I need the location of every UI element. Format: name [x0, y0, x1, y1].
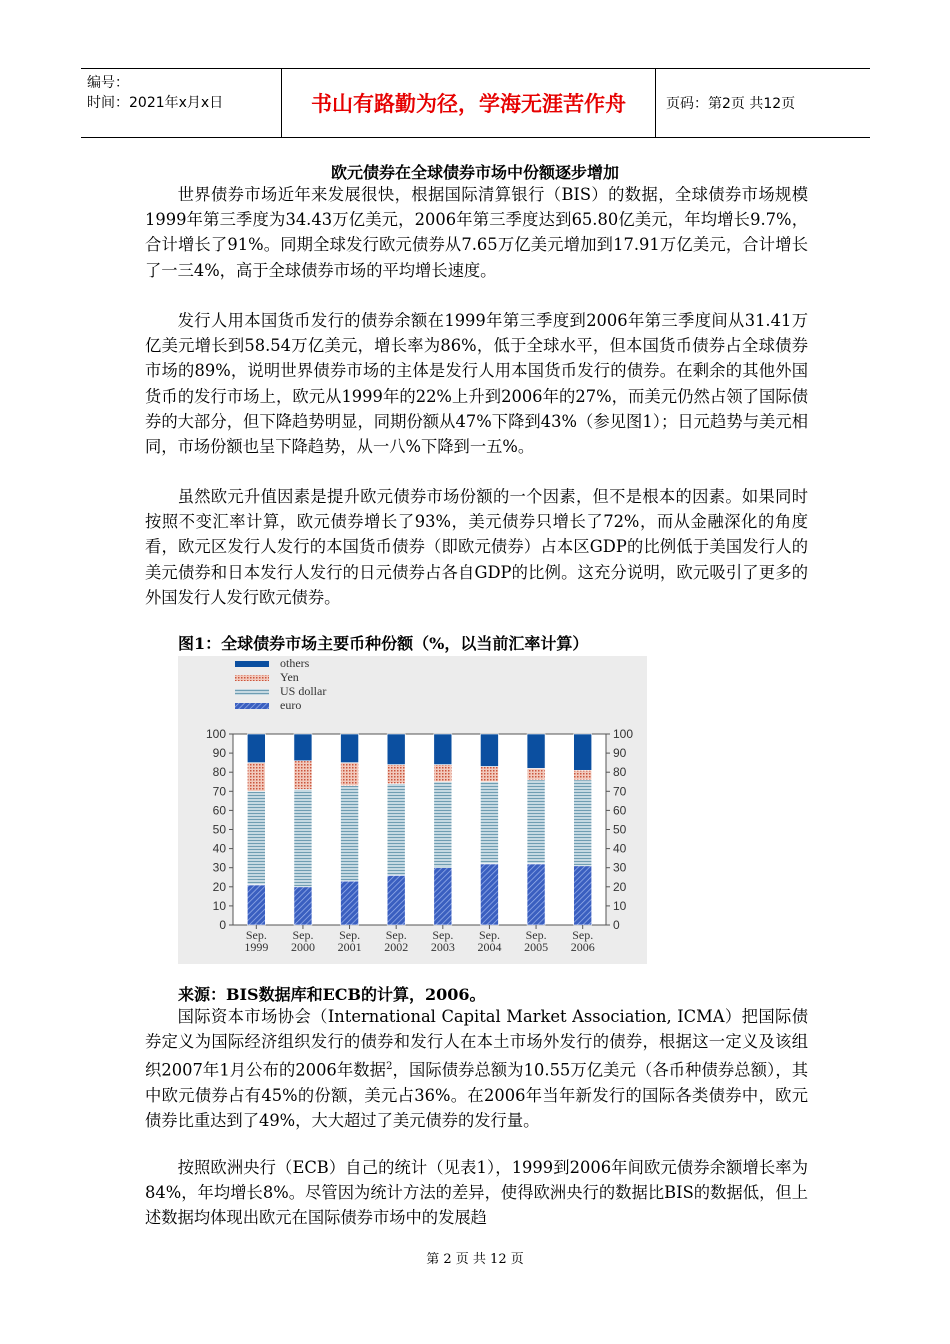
bar-us-dollar [294, 789, 312, 886]
figure-source: 来源：BIS数据库和ECB的计算，2006。 [178, 985, 486, 1004]
x-tick-label: 2001 [337, 940, 362, 954]
x-tick-label: Sep. [478, 928, 500, 942]
bar-yen [341, 763, 359, 786]
y-tick-label-right: 90 [613, 746, 627, 761]
y-tick-label-left: 20 [212, 879, 226, 894]
x-tick-label: Sep. [385, 928, 407, 942]
bar-us-dollar [247, 791, 265, 885]
y-tick-label-right: 80 [613, 765, 627, 780]
header-meta [81, 69, 282, 137]
document-title: 欧元债券在全球债券市场中份额逐步增加 [330, 163, 619, 182]
paragraph-4-text-a: 国际资本市场协会（International Capital Market Association, ICMA）把国际债券定义为国际经济组织发行的债券和发行人在本土市场外发行的债券，根据这一定义及该组织2007年1月公布的2006年数据 [145, 1007, 808, 1080]
paragraph-3: 虽然欧元升值因素是提升欧元债券市场份额的一个因素，但不是根本的因素。如果同时按照不变汇率计算，欧元债券增长了93%，美元债券只增长了72%，而从金融深化的角度看，欧元区发行人发行的本国货币债券（即欧元债券）占本区GDP的比例低于美国发行人的美元债券和日本发行人发行的日元债券占各自GDP的比例。这充分说明，欧元吸引了更多的外国发行人发行欧元债券。 [145, 487, 808, 607]
bar-us-dollar [574, 780, 592, 866]
paragraph-4-text-b: ，国际债券总额为10.55万亿美元（各币种债券总额），其中欧元债券占有45%的份额，美元占36%。在2006年当年新发行的国际各类债券中，欧元债券比重达到了49%，大大超过了美元债券的发行量。 [145, 1060, 809, 1131]
document-header [81, 68, 870, 138]
y-tick-label-right: 70 [613, 784, 627, 799]
y-tick-label-right: 30 [613, 860, 627, 875]
bar-euro [294, 887, 312, 925]
x-tick-label: 2002 [384, 940, 409, 954]
y-tick-label-right: 40 [613, 841, 627, 856]
y-tick-label-right: 20 [613, 879, 627, 894]
y-tick-label-left: 10 [212, 898, 226, 913]
x-tick-label: Sep. [245, 928, 267, 942]
paragraph-5: 按照欧洲央行（ECB）自己的统计（见表1），1999到2006年间欧元债券余额增长率为84%，年均增长8%。尽管因为统计方法的差异，使得欧洲央行的数据比BIS的数据低，但上述数据均体现出欧元在国际债券市场中的发展趋 [145, 1158, 808, 1228]
y-tick-label-left: 100 [205, 727, 226, 741]
y-tick-label-left: 0 [219, 918, 226, 932]
y-tick-label-left: 30 [212, 860, 226, 875]
header-motto: 书山有路勤为径，学海无涯苦作舟 [282, 69, 656, 137]
y-tick-label-right: 50 [613, 822, 627, 837]
y-tick-label-right: 10 [613, 898, 627, 913]
legend-label: Yen [280, 670, 299, 684]
date-label: 时间：2021年x月x日 [87, 95, 224, 111]
bar-others [387, 734, 405, 765]
header-page-info: 页码：第2页 共12页 [666, 96, 796, 112]
bar-others [247, 734, 265, 763]
y-tick-label-left: 60 [212, 803, 226, 818]
footnote-ref: 2 [386, 1061, 393, 1073]
plot-area [233, 734, 606, 925]
legend-label: US dollar [280, 684, 327, 698]
bar-us-dollar [480, 782, 498, 864]
y-tick-label-left: 40 [212, 841, 226, 856]
paragraph-4 [145, 1004, 808, 1133]
x-tick-label: Sep. [525, 928, 547, 942]
page-footer: 第 2 页 共 12 页 [426, 1252, 524, 1267]
x-tick-label: 2006 [570, 940, 595, 954]
x-tick-label: 1999 [244, 940, 269, 954]
legend-label: euro [280, 698, 302, 712]
y-tick-label-right: 100 [613, 727, 634, 741]
y-tick-label-left: 80 [212, 765, 226, 780]
figure-caption: 图1：全球债券市场主要币种份额（%，以当前汇率计算） [178, 634, 589, 653]
x-tick-label: Sep. [339, 928, 361, 942]
bar-others [574, 734, 592, 770]
x-tick-label: 2004 [477, 940, 502, 954]
bar-us-dollar [341, 786, 359, 882]
bond-share-chart [178, 656, 647, 964]
bar-euro [341, 881, 359, 925]
bar-yen [434, 765, 452, 782]
legend-label: others [280, 656, 310, 670]
x-tick-label: 2000 [290, 940, 315, 954]
number-label: 编号： [87, 75, 129, 91]
bar-us-dollar [434, 782, 452, 868]
bar-yen [527, 768, 545, 779]
bar-euro [527, 864, 545, 925]
paragraph-2: 发行人用本国货币发行的债券余额在1999年第三季度到2006年第三季度间从31.41万亿美元增长到58.54万亿美元，增长率为86%，低于全球水平，但本国货币债券占全球债券市场的89%，说明世界债券市场的主体是发行人用本国货币发行的债券。在剩余的其他外国货币的发行市场上，欧元从1999年的22%上升到2006年的27%，而美元仍然占领了国际债券的大部分，但下降趋势明显，同期份额从47%下降到43%（参见图1）；日元趋势与美元相同，市场份额也呈下降趋势，从一八%下降到一五%。 [145, 311, 808, 457]
x-tick-label: 2005 [524, 940, 549, 954]
bar-yen [574, 770, 592, 780]
bar-others [480, 734, 498, 766]
bar-others [434, 734, 452, 765]
bar-others [341, 734, 359, 763]
bar-euro [480, 864, 498, 925]
bar-yen [480, 766, 498, 781]
bar-euro [247, 885, 265, 925]
y-tick-label-left: 50 [212, 822, 226, 837]
y-tick-label-right: 60 [613, 803, 627, 818]
legend-swatch-euro [235, 703, 269, 709]
bar-others [294, 734, 312, 761]
x-tick-label: Sep. [432, 928, 454, 942]
bar-euro [387, 875, 405, 925]
bar-others [527, 734, 545, 768]
legend-swatch-us-dollar [235, 689, 269, 695]
bar-yen [294, 761, 312, 790]
x-tick-label: Sep. [572, 928, 594, 942]
legend-swatch-others [235, 661, 269, 667]
bar-yen [387, 765, 405, 784]
paragraph-1: 世界债券市场近年来发展很快，根据国际清算银行（BIS）的数据，全球债券市场规模1999年第三季度为34.43万亿美元，2006年第三季度达到65.80亿美元，年均增长9.7%，合计增长了91%。同期全球发行欧元债券从7.65万亿美元增加到17.91万亿美元，合计增长了一三4%，高于全球债券市场的平均增长速度。 [145, 185, 808, 280]
bar-yen [247, 763, 265, 792]
y-tick-label-left: 90 [212, 746, 226, 761]
y-tick-label-right: 0 [613, 918, 620, 932]
bar-us-dollar [527, 780, 545, 864]
legend-swatch-yen [235, 675, 269, 681]
bar-euro [434, 868, 452, 925]
x-tick-label: Sep. [292, 928, 314, 942]
chart-svg [178, 656, 647, 964]
y-tick-label-left: 70 [212, 784, 226, 799]
bar-euro [574, 866, 592, 925]
bar-us-dollar [387, 784, 405, 876]
x-tick-label: 2003 [430, 940, 455, 954]
